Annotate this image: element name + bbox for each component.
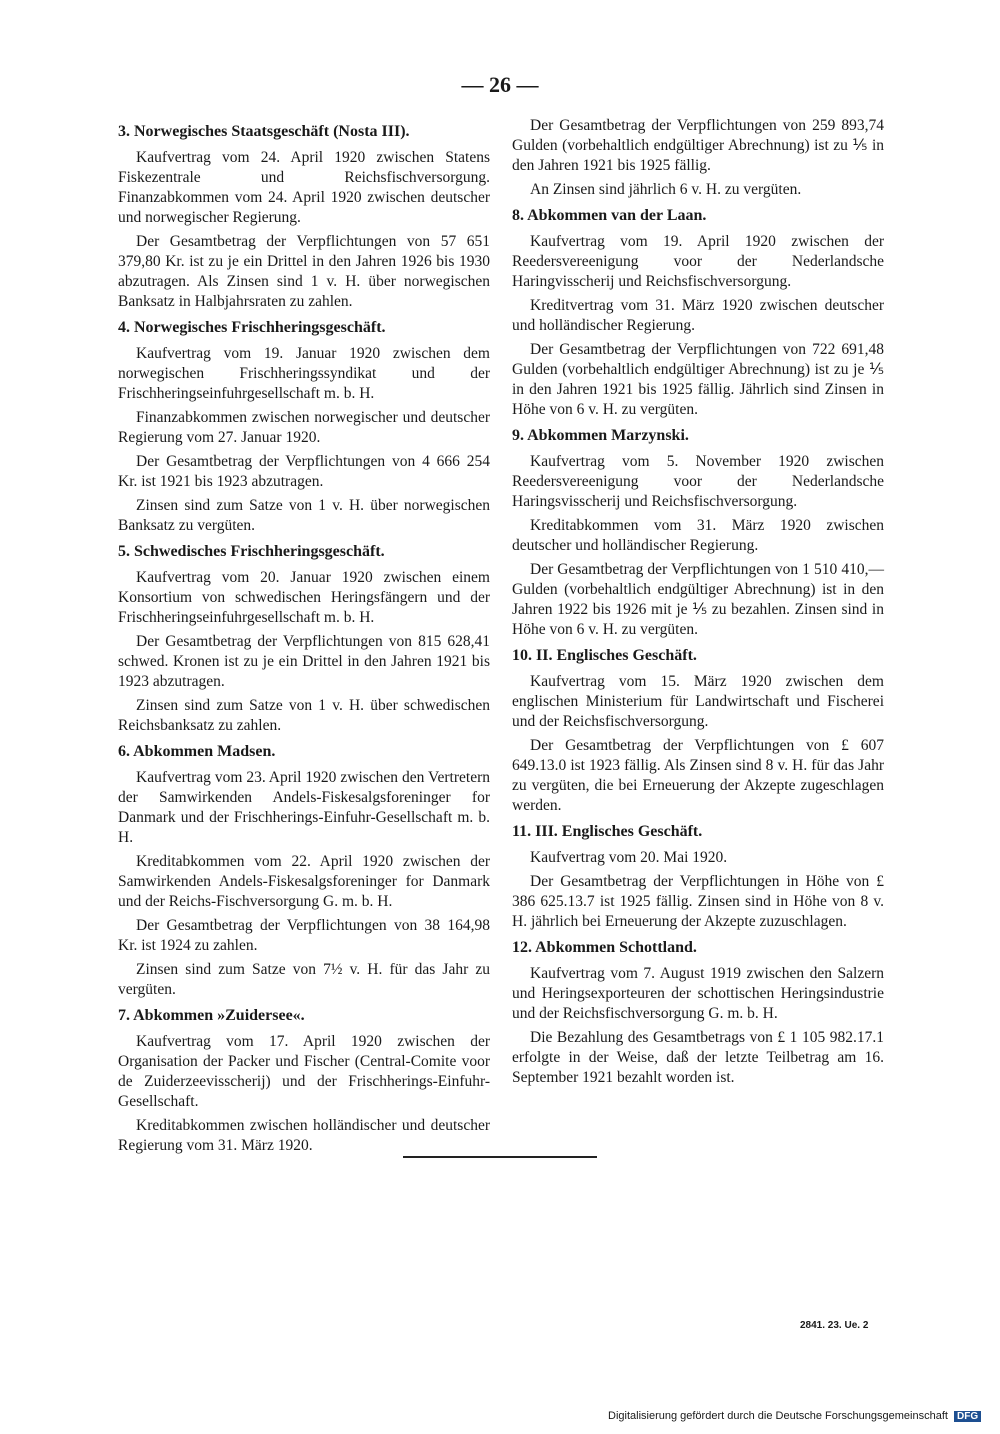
section-heading: 11. III. Englisches Geschäft. xyxy=(512,823,703,840)
paragraph: Kaufvertrag vom 5. November 1920 zwischen Reedersvereenigung voor der Nederlandsche Haringsvisscherij und Reichsfischversorgung. xyxy=(512,453,884,510)
paragraph: Kreditabkommen vom 22. April 1920 zwischen der Samwirkenden Andels-Fiskesalgsforeninger for Danmark und der Reichs-Fischversorgung G. m. b. H. xyxy=(118,853,490,910)
paragraph: Der Gesamtbetrag der Verpflichtungen von 259 893,74 Gulden (vorbehaltlich endgültiger Abrechnung) ist zu ⅕ in den Jahren 1921 bis 1925 fällig. xyxy=(512,117,884,174)
section xyxy=(118,318,490,536)
section xyxy=(512,206,884,420)
paragraph: Kaufvertrag vom 19. April 1920 zwischen der Reedersvereenigung voor der Nederlandsche Haringvisscherij und Reichsfischversorgung. xyxy=(512,233,884,290)
footer xyxy=(608,1410,981,1422)
paragraph: Kaufvertrag vom 20. Januar 1920 zwischen einem Konsortium von schwedischen Heringsfängern und der Frischheringseinfuhrgesellschaft m. b. H. xyxy=(118,569,490,626)
paragraph: An Zinsen sind jährlich 6 v. H. zu vergüten. xyxy=(530,181,802,198)
section-heading: 12. Abkommen Schottland. xyxy=(512,939,697,956)
paragraph: Kaufvertrag vom 23. April 1920 zwischen den Vertretern der Samwirkenden Andels-Fiskesalgsforeninger for Danmark und der Frischherings-Einfuhr-Gesellschaft m. b. H. xyxy=(118,769,490,846)
paragraph: Der Gesamtbetrag der Verpflichtungen von 815 628,41 schwed. Kronen ist zu je ein Drittel in den Jahren 1921 bis 1923 abzutragen. xyxy=(118,633,490,690)
section xyxy=(118,542,490,736)
paragraph: Zinsen sind zum Satze von 7½ v. H. für das Jahr zu vergüten. xyxy=(118,961,490,998)
section-heading: 7. Abkommen »Zuidersee«. xyxy=(118,1007,305,1024)
section xyxy=(118,1006,490,1156)
section-heading: 9. Abkommen Marzynski. xyxy=(512,427,689,444)
section-heading: 4. Norwegisches Frischheringsgeschäft. xyxy=(118,319,386,336)
paragraph: Kreditabkommen zwischen holländischer und deutscher Regierung vom 31. März 1920. xyxy=(118,1117,490,1154)
section xyxy=(512,938,884,1088)
paragraph: Der Gesamtbetrag der Verpflichtungen von 722 691,48 Gulden (vorbehaltlich endgültiger Abrechnung) ist zu je ⅕ in den Jahren 1921 bis 1925 fällig. Jährlich sind Zinsen in Höhe von 6 v. H. zu vergüten. xyxy=(512,341,884,418)
paragraph: Der Gesamtbetrag der Verpflichtungen in Höhe von £ 386 625.13.7 ist 1925 fällig. Zinsen sind in Höhe von 8 v. H. jährlich bei Erneuerung der Akzepte zuzuschlagen. xyxy=(512,873,884,930)
paragraph: Kaufvertrag vom 24. April 1920 zwischen Statens Fiskezentrale und Reichsfischversorgung. Finanzabkommen vom 24. April 1920 zwischen deutscher und norwegischer Regierung. xyxy=(118,149,490,226)
print-code: 2841. 23. Ue. 2 xyxy=(800,1320,869,1331)
end-divider xyxy=(403,1156,597,1158)
paragraph: Der Gesamtbetrag der Verpflichtungen von 57 651 379,80 Kr. ist zu je ein Drittel in den Jahren 1926 bis 1930 abzutragen. Als Zinsen sind 1 v. H. über norwegischen Banksatz in Halbjahrsraten zu zahlen. xyxy=(118,233,490,310)
paragraph: Der Gesamtbetrag der Verpflichtungen von £ 607 649.13.0 ist 1923 fällig. Als Zinsen sind 8 v. H. für das Jahr zu vergüten, die bei Erneuerung der Akzepte zugeschlagen werden. xyxy=(512,737,884,814)
section-heading: 6. Abkommen Madsen. xyxy=(118,743,276,760)
dfg-logo: DFG xyxy=(954,1411,981,1422)
paragraph: Kaufvertrag vom 15. März 1920 zwischen dem englischen Ministerium für Landwirtschaft und Fischerei und der Reichsfischversorgung. xyxy=(512,673,884,730)
paragraph: Finanzabkommen zwischen norwegischer und deutscher Regierung vom 27. Januar 1920. xyxy=(118,409,490,446)
paragraph: Kreditvertrag vom 31. März 1920 zwischen deutscher und holländischer Regierung. xyxy=(512,297,884,334)
section xyxy=(118,122,490,312)
paragraph: Kaufvertrag vom 19. Januar 1920 zwischen dem norwegischen Frischheringssyndikat und der Frischheringseinfuhrgesellschaft m. b. H. xyxy=(118,345,490,402)
paragraph: Der Gesamtbetrag der Verpflichtungen von 38 164,98 Kr. ist 1924 zu zahlen. xyxy=(118,917,490,954)
section xyxy=(512,822,884,932)
section xyxy=(512,646,884,816)
section xyxy=(118,742,490,1000)
section-heading: 3. Norwegisches Staatsgeschäft (Nosta III). xyxy=(118,123,410,140)
section xyxy=(512,116,884,200)
page-number: — 26 — xyxy=(461,72,539,97)
paragraph: Der Gesamtbetrag der Verpflichtungen von 4 666 254 Kr. ist 1921 bis 1923 abzutragen. xyxy=(118,453,490,490)
section-heading: 8. Abkommen van der Laan. xyxy=(512,207,707,224)
paragraph: Kaufvertrag vom 20. Mai 1920. xyxy=(530,849,728,866)
footer-text: Digitalisierung gefördert durch die Deutsche Forschungsgemeinschaft xyxy=(608,1410,948,1422)
section-heading: 5. Schwedisches Frischheringsgeschäft. xyxy=(118,543,385,560)
paragraph: Die Bezahlung des Gesamtbetrags von £ 1 105 982.17.1 erfolgte in der Weise, daß der letzte Teilbetrag am 16. September 1921 bezahlt worden ist. xyxy=(512,1029,884,1086)
paragraph: Der Gesamtbetrag der Verpflichtungen von 1 510 410,— Gulden (vorbehaltlich endgültiger Abrechnung) ist in den Jahren 1922 bis 1926 mit je ⅕ zu bezahlen. Zinsen sind in Höhe von 6 v. H. zu vergüten. xyxy=(512,561,884,638)
paragraph: Kreditabkommen vom 31. März 1920 zwischen deutscher und holländischer Regierung. xyxy=(512,517,884,554)
paragraph: Zinsen sind zum Satze von 1 v. H. über schwedischen Reichsbanksatz zu zahlen. xyxy=(118,697,490,734)
right-column xyxy=(512,116,884,1092)
paragraph: Kaufvertrag vom 17. April 1920 zwischen der Organisation der Packer und Fischer (Central-Comite voor de Zuiderzeevisscherij) und der Frischherings-Einfuhr-Gesellschaft. xyxy=(118,1033,490,1110)
paragraph: Zinsen sind zum Satze von 1 v. H. über norwegischen Banksatz zu vergüten. xyxy=(118,497,490,534)
section xyxy=(512,426,884,640)
section-heading: 10. II. Englisches Geschäft. xyxy=(512,647,697,664)
left-column xyxy=(118,116,490,1160)
paragraph: Kaufvertrag vom 7. August 1919 zwischen den Salzern und Heringsexporteuren der schottischen Heringsindustrie und der Reichsfischversorgung G. m. b. H. xyxy=(512,965,884,1022)
